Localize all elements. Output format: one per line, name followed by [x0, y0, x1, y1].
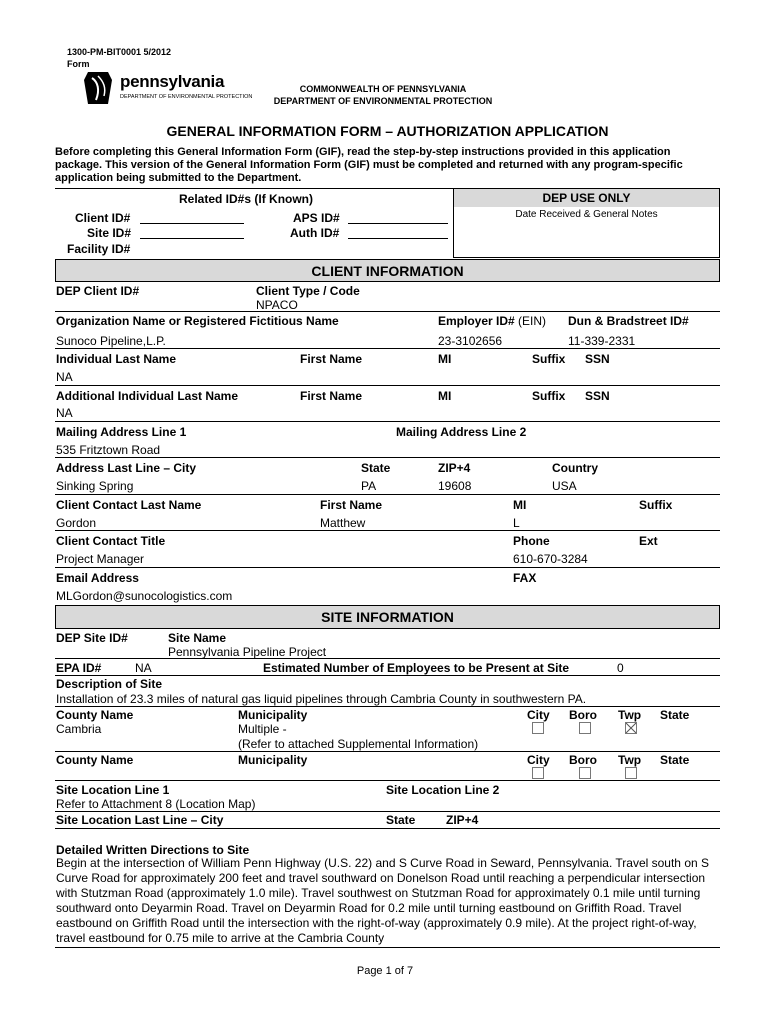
- client-id-label: Client ID#: [75, 211, 131, 225]
- divider: [55, 706, 720, 707]
- add-ind-last-value: NA: [56, 406, 73, 420]
- ind-last-label: Individual Last Name: [56, 352, 177, 366]
- employer-id-suffix: (EIN): [514, 314, 547, 328]
- ind-first-label: First Name: [300, 352, 363, 366]
- dep-use-subheading: Date Received & General Notes: [515, 209, 658, 220]
- form-code: 1300-PM-BIT0001 5/2012: [67, 47, 172, 57]
- check-x-icon: [626, 723, 636, 733]
- keystone-icon: [78, 70, 118, 106]
- city-checkbox-1[interactable]: [532, 722, 544, 734]
- site-id-field[interactable]: [140, 226, 244, 239]
- site-location-zip-label: ZIP+4: [446, 813, 479, 827]
- city-label-2: City: [527, 753, 550, 767]
- boro-checkbox-1[interactable]: [579, 722, 591, 734]
- site-name-label: Site Name: [168, 631, 227, 645]
- employees-label: Estimated Number of Employees to be Present at Site: [263, 661, 570, 675]
- state-label-2: State: [660, 753, 690, 767]
- twp-checkbox-2[interactable]: [625, 767, 637, 779]
- directions-value: Begin at the intersection of William Penn Highway (U.S. 22) and S Curve Road in Seward, Pennsylvania. Travel south on S Curve Road for approximately 200 feet and travel southward on Donelson Road until reaching a perpendicular intersection with Stutzman Road (approximately 1.0 mile). Travel southwest on Stutzman Road for approximately 0.1 mile until turning southward onto Deyarmin Road. Travel on Deyarmin Road for 0.2 mile until turning eastbound on Griffith Road. Travel eastbound on Griffith Road until the intersection with the right-of-way (approximately 0.9 mile). At the project right-of-way, travel eastbound for 0.75 mile to arrive at the Cambria County: [56, 856, 709, 945]
- city-checkbox-2[interactable]: [532, 767, 544, 779]
- logo-name: pennsylvania: [120, 72, 225, 91]
- site-id-label: Site ID#: [87, 226, 132, 240]
- phone-label: Phone: [513, 534, 550, 548]
- employees-value: 0: [617, 661, 624, 675]
- county-label-1: County Name: [56, 708, 134, 722]
- contact-title-label: Client Contact Title: [56, 534, 166, 548]
- municipality-note-1: (Refer to attached Supplemental Information): [238, 737, 479, 751]
- dep-use-heading: DEP USE ONLY: [454, 189, 719, 207]
- boro-checkbox-2[interactable]: [579, 767, 591, 779]
- contact-first-value: Matthew: [320, 516, 366, 530]
- agency-line-2: DEPARTMENT OF ENVIRONMENTAL PROTECTION: [273, 96, 493, 106]
- contact-last-label: Client Contact Last Name: [56, 498, 202, 512]
- ind-ssn-label: SSN: [585, 352, 610, 366]
- add-ind-last-label: Additional Individual Last Name: [56, 389, 239, 403]
- intro-instructions: Before completing this General Information Form (GIF), read the step-by-step instructions provided in this application package. This version of the General Information Form (GIF) must be completed and returned with any program-specific application being submitted to the Department.: [55, 146, 683, 184]
- address-city-value: Sinking Spring: [56, 479, 134, 493]
- divider: [55, 811, 720, 812]
- divider: [55, 658, 720, 659]
- municipality-label-1: Municipality: [238, 708, 308, 722]
- divider: [55, 348, 720, 349]
- page-number: Page 1 of 7: [356, 965, 414, 977]
- divider: [55, 947, 720, 948]
- client-type-label: Client Type / Code: [256, 284, 360, 298]
- directions-label: Detailed Written Directions to Site: [56, 843, 250, 857]
- site-location-1-value: Refer to Attachment 8 (Location Map): [56, 797, 256, 811]
- state-label-1: State: [660, 708, 690, 722]
- client-type-value: NPACO: [256, 298, 298, 312]
- mailing-line1-value: 535 Fritztown Road: [56, 443, 161, 457]
- divider: [55, 494, 720, 495]
- divider: [55, 457, 720, 458]
- address-city-label: Address Last Line – City: [56, 461, 197, 475]
- divider: [55, 530, 720, 531]
- add-ind-mi-label: MI: [438, 389, 452, 403]
- client-id-field[interactable]: [140, 211, 244, 224]
- employer-id-value: 23-3102656: [438, 334, 503, 348]
- address-country-label: Country: [552, 461, 598, 475]
- email-value: MLGordon@sunocologistics.com: [56, 589, 233, 603]
- divider: [55, 780, 720, 781]
- aps-id-field[interactable]: [348, 211, 448, 224]
- twp-label-1: Twp: [618, 708, 642, 722]
- contact-suffix-label: Suffix: [639, 498, 673, 512]
- twp-label-2: Twp: [618, 753, 642, 767]
- site-location-1-label: Site Location Line 1: [56, 783, 170, 797]
- add-ind-ssn-label: SSN: [585, 389, 610, 403]
- org-name-value: Sunoco Pipeline,L.P.: [56, 334, 166, 348]
- client-information-header: CLIENT INFORMATION: [55, 259, 720, 282]
- pa-dep-logo: [78, 70, 253, 106]
- org-name-label: Organization Name or Registered Fictitious Name: [56, 314, 339, 328]
- epa-id-value: NA: [135, 661, 152, 675]
- boro-label-1: Boro: [569, 708, 597, 722]
- facility-id-label: Facility ID#: [67, 242, 131, 256]
- site-location-city-label: Site Location Last Line – City: [56, 813, 224, 827]
- divider: [55, 311, 720, 312]
- municipality-value-1: Multiple -: [238, 722, 287, 736]
- employer-id-label: Employer ID#: [438, 314, 515, 328]
- address-state-value: PA: [361, 479, 377, 493]
- site-information-header: SITE INFORMATION: [55, 605, 720, 629]
- auth-id-field[interactable]: [348, 226, 448, 239]
- divider: [55, 751, 720, 752]
- address-zip-label: ZIP+4: [438, 461, 471, 475]
- site-location-2-label: Site Location Line 2: [386, 783, 500, 797]
- divider: [55, 675, 720, 676]
- logo-subtitle: DEPARTMENT OF ENVIRONMENTAL PROTECTION: [120, 94, 253, 100]
- add-ind-first-label: First Name: [300, 389, 363, 403]
- ind-last-value: NA: [56, 370, 73, 384]
- address-state-label: State: [361, 461, 391, 475]
- mailing-line1-label: Mailing Address Line 1: [56, 425, 187, 439]
- ext-label: Ext: [639, 534, 658, 548]
- contact-title-value: Project Manager: [56, 552, 145, 566]
- description-label: Description of Site: [56, 677, 163, 691]
- county-value-1: Cambria: [56, 722, 102, 736]
- city-label-1: City: [527, 708, 550, 722]
- contact-mi-label: MI: [513, 498, 527, 512]
- divider: [55, 567, 720, 568]
- contact-last-value: Gordon: [56, 516, 97, 530]
- auth-id-label: Auth ID#: [290, 226, 340, 240]
- dep-use-box: [453, 189, 720, 258]
- divider: [55, 385, 720, 386]
- add-ind-suffix-label: Suffix: [532, 389, 566, 403]
- employer-id-label-wrap: [438, 314, 546, 328]
- municipality-label-2: Municipality: [238, 753, 308, 767]
- agency-line-1: COMMONWEALTH OF PENNSYLVANIA: [299, 84, 467, 94]
- phone-value: 610-670-3284: [513, 552, 588, 566]
- page-title: GENERAL INFORMATION FORM – AUTHORIZATION APPLICATION: [166, 123, 609, 139]
- dun-value: 11-339-2331: [568, 334, 636, 348]
- dep-client-id-label: DEP Client ID#: [56, 284, 140, 298]
- twp-checkbox-1[interactable]: [625, 722, 637, 734]
- email-label: Email Address: [56, 571, 139, 585]
- ind-mi-label: MI: [438, 352, 452, 366]
- epa-id-label: EPA ID#: [56, 661, 102, 675]
- county-label-2: County Name: [56, 753, 134, 767]
- aps-id-label: APS ID#: [293, 211, 340, 225]
- description-value: Installation of 23.3 miles of natural gas liquid pipelines through Cambria County in southwestern PA.: [56, 692, 587, 706]
- boro-label-2: Boro: [569, 753, 597, 767]
- site-location-state-label: State: [386, 813, 416, 827]
- mailing-line2-label: Mailing Address Line 2: [396, 425, 527, 439]
- form-word: Form: [67, 59, 90, 69]
- dun-label: Dun & Bradstreet ID#: [568, 314, 689, 328]
- ind-suffix-label: Suffix: [532, 352, 566, 366]
- address-country-value: USA: [552, 479, 577, 493]
- divider: [55, 828, 720, 829]
- fax-label: FAX: [513, 571, 537, 585]
- related-ids-heading: Related ID#s (If Known): [179, 192, 314, 206]
- dep-site-id-label: DEP Site ID#: [56, 631, 128, 645]
- address-zip-value: 19608: [438, 479, 472, 493]
- contact-first-label: First Name: [320, 498, 383, 512]
- divider: [55, 421, 720, 422]
- contact-mi-value: L: [513, 516, 520, 530]
- site-name-value: Pennsylvania Pipeline Project: [168, 645, 327, 659]
